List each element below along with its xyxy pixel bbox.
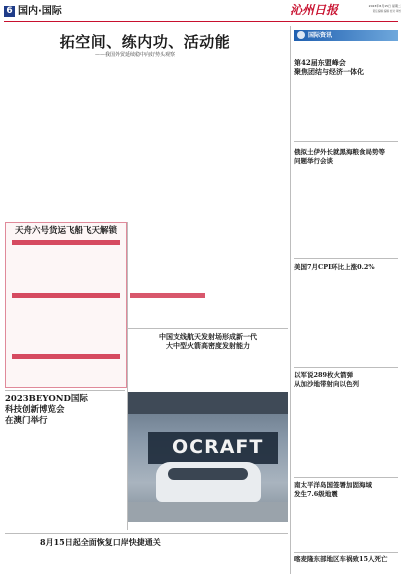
sidebar-headline-6: 以军说289枚火箭弹 从加沙地带射向以色列 — [294, 371, 359, 388]
mid-callout-band — [130, 293, 205, 298]
sidebar-headline-8: 喀麦隆东部地区车祸致15人死亡 — [294, 555, 388, 563]
masthead-rule — [4, 21, 398, 22]
feature-subhead-band — [12, 240, 120, 245]
news-body-3 — [238, 352, 288, 388]
feature-subhead-band-2 — [12, 293, 120, 298]
news-top-rule — [128, 328, 288, 329]
feature-body-2 — [11, 301, 121, 351]
sidebar-divider-1 — [294, 141, 398, 142]
page-number-badge — [4, 6, 15, 17]
sidebar-body-7b — [347, 500, 398, 550]
sidebar-headline-1: 第42届东盟峰会 聚焦团结与经济一体化 — [294, 58, 364, 76]
bottom-body-1 — [5, 550, 73, 577]
bottom-body-4 — [221, 550, 288, 577]
sidebar-body-5b — [347, 275, 398, 365]
lead-body-col-5 — [233, 62, 285, 217]
bottom-body-3 — [149, 550, 217, 577]
sidebar-divider-6 — [294, 477, 398, 478]
globe-icon — [297, 31, 305, 39]
sidebar-body-4b — [347, 167, 398, 257]
page-number: 6 — [6, 6, 13, 16]
paper-logo: 沁州日报 — [290, 3, 339, 17]
sidebar-headline-5: 美国7月CPI环比上涨0.2% — [294, 263, 375, 271]
photo-vehicle-window — [168, 468, 248, 480]
lead-body-col-4 — [176, 62, 228, 217]
feature-headline: 天舟六号货运飞船飞天解锁 — [14, 226, 117, 236]
news-body-2 — [184, 352, 234, 388]
sidebar-body-4a — [294, 167, 344, 257]
news-headline: 中国支线航天发射场形成新一代 大中型火箭高密度发射能力 — [159, 332, 257, 350]
sidebar-body-6b — [347, 372, 398, 475]
sidebar-headline-7: 南太平洋岛国签署加固海域 发生7.6级地震 — [294, 481, 372, 498]
bottom-top-rule — [5, 533, 288, 534]
mid-body-1 — [130, 222, 205, 290]
lead-subhead: ——我国外贸延续稳中向好势头观察 — [95, 52, 176, 58]
event-photo — [128, 392, 288, 522]
photo-caption — [128, 524, 288, 531]
sidebar-body-8 — [294, 566, 398, 577]
photo-sign: OCRAFT — [172, 436, 264, 458]
editor-line: 责任编辑 编辑 校对 审核 — [372, 10, 401, 13]
date-line: 2023年8月15日 星期二 — [368, 4, 401, 8]
sidebar-body-6a — [294, 390, 344, 475]
event-top-rule — [5, 390, 125, 391]
sidebar-banner — [294, 30, 398, 41]
lead-body-col-1 — [5, 62, 57, 217]
sidebar-divider-4 — [294, 258, 398, 259]
news-body-1 — [130, 352, 180, 388]
sidebar-body-1a — [294, 78, 344, 138]
lead-body-col-2 — [62, 62, 114, 217]
feature-body-1 — [11, 248, 121, 290]
masthead — [0, 0, 402, 24]
photo-floor — [128, 502, 288, 522]
col-divider-a — [127, 222, 128, 530]
mid-body-2 — [130, 300, 205, 325]
bottom-headline: 8月15日起全面恢复口岸快捷通关 — [40, 537, 161, 547]
sidebar-body-1b — [347, 45, 398, 138]
feature-subhead-band-3 — [12, 354, 120, 359]
lead-body-col-3 — [119, 62, 171, 217]
feature-box — [5, 222, 127, 388]
bottom-body-2 — [77, 550, 145, 577]
section-title: 国内·国际 — [18, 6, 62, 17]
feature-body-3 — [11, 362, 121, 384]
sidebar-headline-4: 俄拟土伊外长就黑海粮食局势等 问题举行会谈 — [294, 148, 385, 165]
event-headline: 2023BEYOND国际 科技创新博览会 在澳门举行 — [5, 394, 88, 426]
photo-ceiling — [128, 392, 288, 414]
sidebar-body-5a — [294, 275, 344, 365]
sidebar-divider — [290, 26, 291, 574]
sidebar-divider-7 — [294, 552, 398, 553]
event-body — [5, 432, 125, 522]
sidebar-body-7a — [294, 500, 344, 550]
sidebar-divider-5 — [294, 367, 398, 368]
sidebar-banner-label: 国际资讯 — [308, 32, 333, 39]
mid-body-3 — [210, 222, 288, 325]
lead-headline: 拓空间、练内功、活动能 — [59, 33, 231, 51]
